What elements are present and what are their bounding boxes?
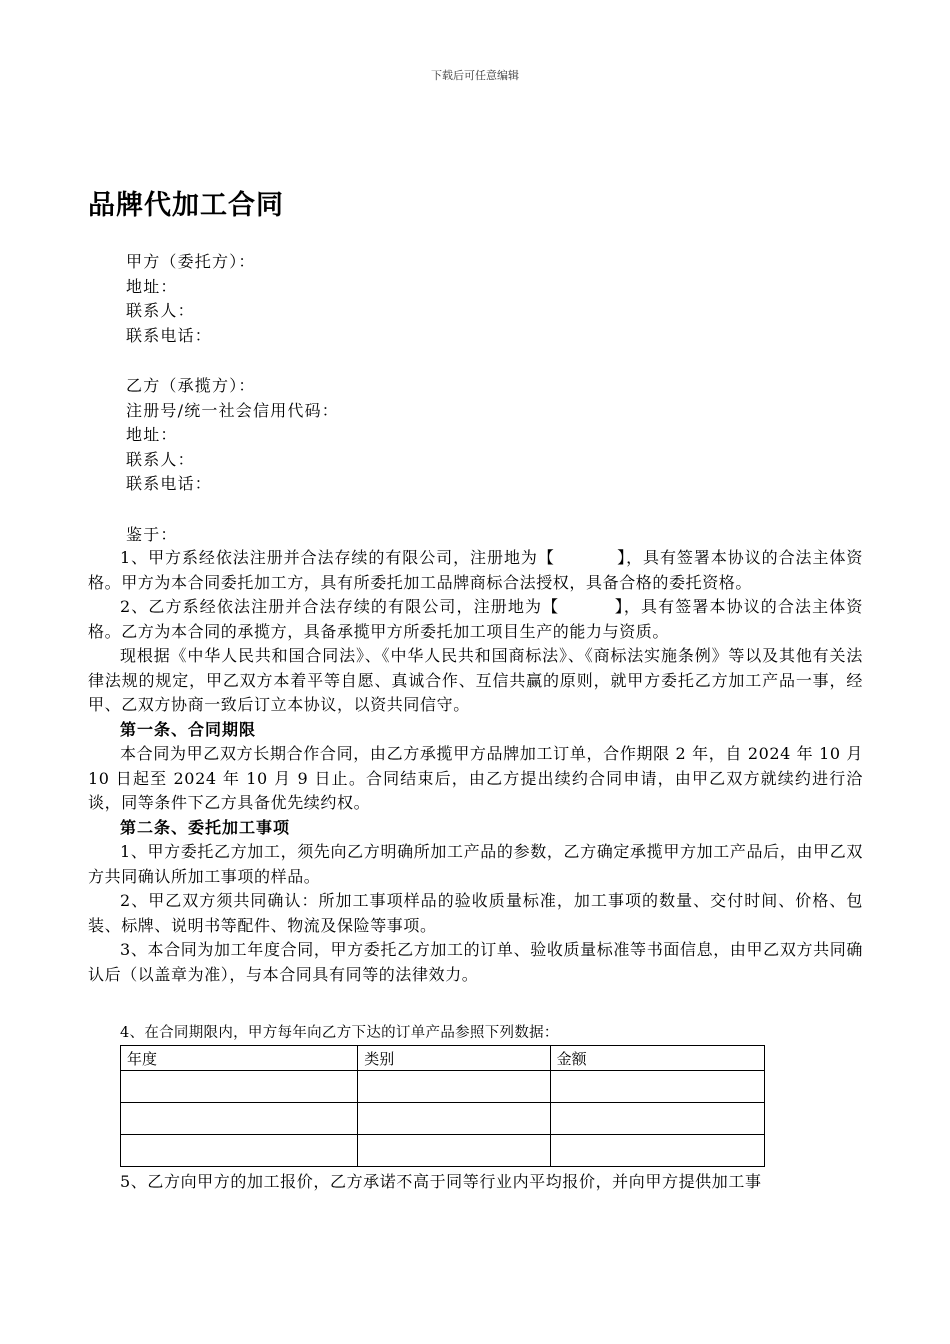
table-cell (121, 1135, 358, 1167)
table-caption: 4、在合同期限内，甲方每年向乙方下达的订单产品参照下列数据： (120, 1025, 559, 1041)
order-data-table (120, 1045, 765, 1167)
party-b-block (126, 374, 339, 497)
column-header-category: 类别 (358, 1046, 550, 1071)
table-row (121, 1135, 765, 1167)
article-1-heading: 第一条、合同期限 (120, 719, 257, 739)
table-row (121, 1103, 765, 1135)
column-header-amount: 金额 (550, 1046, 764, 1071)
table-cell (358, 1103, 550, 1135)
recital-2-after: 】，具有签署本协议的合法主体资格。乙方为本合同的承揽方，具备承揽甲方所委托加工项目生产的能力与资质。 (88, 597, 863, 641)
table-cell (550, 1103, 764, 1135)
table-cell (550, 1135, 764, 1167)
page-title: 品牌代加工合同 (88, 190, 284, 221)
table-cell (358, 1135, 550, 1167)
party-a-contact: 联系人： (126, 301, 195, 320)
party-b-reg-no: 注册号/统一社会信用代码： (126, 400, 339, 420)
table-cell (121, 1103, 358, 1135)
party-a-heading: 甲方（委托方）： (126, 252, 256, 271)
article-2-heading: 第二条、委托加工事项 (120, 817, 291, 837)
table-row (121, 1071, 765, 1103)
table-header-row (121, 1046, 765, 1071)
contract-body (88, 546, 863, 987)
party-b-contact: 联系人： (126, 449, 195, 469)
article-2-item-1: 1、甲方委托乙方加工，须先向乙方明确所加工产品的参数，乙方确定承揽甲方加工产品后，由甲乙双方共同确认所加工事项的样品。 (88, 842, 863, 886)
article-2-item-2: 2、甲乙双方须共同确认：所加工事项样品的验收质量标准，加工事项的数量、交付时间、价格、包装、标牌、说明书等配件、物流及保险等事项。 (88, 891, 863, 935)
recital-2-before: 2、乙方系经依法注册并合法存续的有限公司，注册地为【 (120, 597, 560, 616)
party-a-block (126, 250, 256, 348)
party-a-phone: 联系电话： (126, 325, 213, 345)
party-b-phone: 联系电话： (126, 474, 213, 493)
column-header-year: 年度 (121, 1046, 358, 1071)
recital-2 (88, 595, 863, 644)
article-2-item-5: 5、乙方向甲方的加工报价，乙方承诺不高于同等行业内平均报价，并向甲方提供加工事 (120, 1172, 762, 1191)
table-cell (121, 1071, 358, 1103)
recital-1-before: 1、甲方系经依法注册并合法存续的有限公司，注册地为【 (120, 548, 555, 567)
recital-1 (88, 546, 863, 595)
party-b-heading: 乙方（承揽方）： (126, 376, 256, 395)
header-note: 下载后可任意编辑 (431, 69, 519, 82)
recitals-lead: 鉴于： (126, 525, 178, 544)
article-2-item-3: 3、本合同为加工年度合同，甲方委托乙方加工的订单、验收质量标准等书面信息，由甲乙双方共同确认后（以盖章为准），与本合同具有同等的法律效力。 (88, 940, 863, 984)
party-a-address: 地址： (126, 276, 178, 296)
table-cell (358, 1071, 550, 1103)
recital-1-after: 】，具有签署本协议的合法主体资格。甲方为本合同委托加工方，具有所委托加工品牌商标合法授权，具备合格的委托资格。 (88, 548, 863, 592)
party-b-address: 地址： (126, 425, 178, 444)
article-1-text: 本合同为甲乙双方长期合作合同，由乙方承揽甲方品牌加工订单，合作期限 2 年，自 2024 年 10 月 10 日起至 2024 年 10 月 9 日止。合同结束后，由乙方提出续约合同申请，由甲乙双方就续约进行洽谈，同等条件下乙方具备优先续约权。 (88, 744, 863, 812)
recital-3: 现根据《中华人民共和国合同法》、《中华人民共和国商标法》、《商标法实施条例》等以及其他有关法律法规的规定，甲乙双方本着平等自愿、真诚合作、互信共赢的原则，就甲方委托乙方加工产品一事，经甲、乙双方协商一致后订立本协议，以资共同信守。 (88, 646, 863, 714)
table-cell (550, 1071, 764, 1103)
